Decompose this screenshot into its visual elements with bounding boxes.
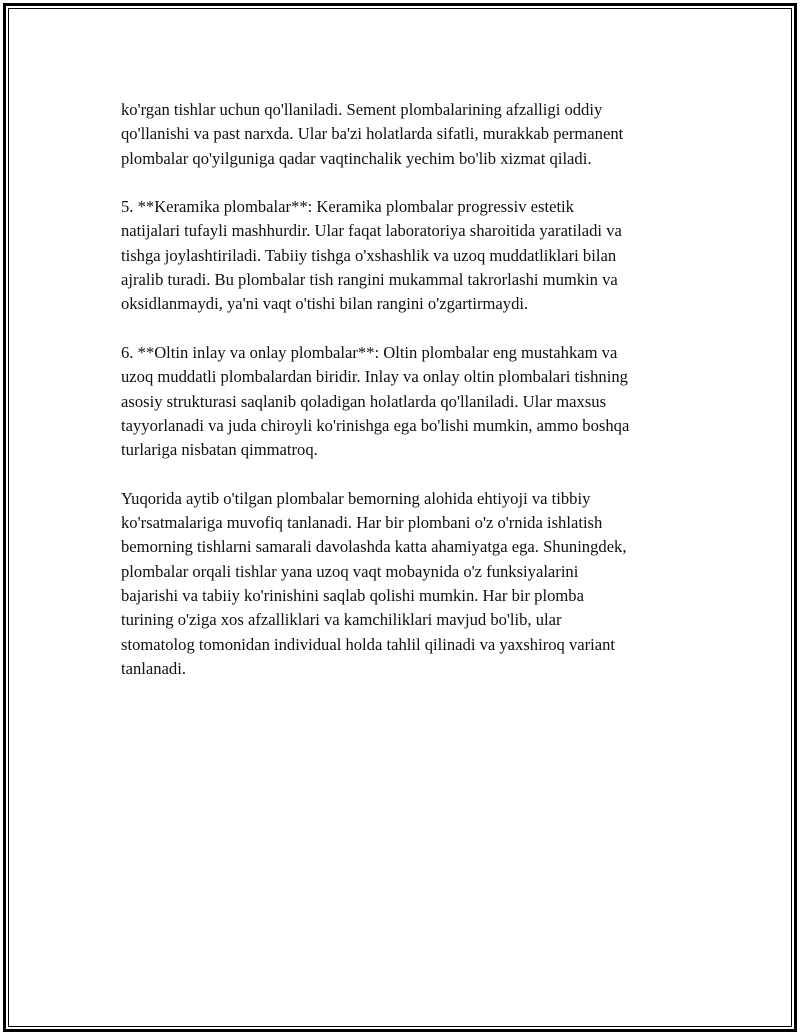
text-line: ajralib turadi. Bu plombalar tish rangini mukammal takrorlashi mumkin va bbox=[121, 270, 618, 290]
paragraph-gold-inlay-onlay bbox=[121, 341, 696, 462]
text-line: plombalar orqali tishlar yana uzoq vaqt mobaynida o'z funksiyalarini bbox=[121, 561, 579, 581]
text-line: 5. **Keramika plombalar**: Keramika plombalar progressiv estetik bbox=[121, 197, 574, 217]
text-line: natijalari tufayli mashhurdir. Ular faqat laboratoriya sharoitida yaratiladi va bbox=[121, 221, 622, 241]
text-line: tanlanadi. bbox=[121, 658, 186, 678]
text-line: 6. **Oltin inlay va onlay plombalar**: Oltin plombalar eng mustahkam va bbox=[121, 342, 618, 362]
text-line: tayyorlanadi va juda chiroyli ko'rinishga ega bo'lishi mumkin, ammo boshqa bbox=[121, 415, 630, 435]
paragraph-cement-continuation bbox=[121, 98, 696, 171]
text-line: uzoq muddatli plombalardan biridir. Inlay va onlay oltin plombalari tishning bbox=[121, 367, 628, 387]
text-line: bajarishi va tabiiy ko'rinishini saqlab qolishi mumkin. Har bir plomba bbox=[121, 585, 584, 605]
text-line: oksidlanmaydi, ya'ni vaqt o'tishi bilan rangini o'zgartirmaydi. bbox=[121, 294, 529, 314]
text-line: Yuqorida aytib o'tilgan plombalar bemorning alohida ehtiyoji va tibbiy bbox=[121, 488, 591, 508]
text-line: stomatolog tomonidan individual holda tahlil qilinadi va yaxshiroq variant bbox=[121, 634, 616, 654]
text-line: bemorning tishlarni samarali davolashda katta ahamiyatga ega. Shuningdek, bbox=[121, 537, 627, 557]
page-frame bbox=[3, 3, 797, 1032]
text-line: tishga joylashtiriladi. Tabiiy tishga o'xshashlik va uzoq muddatliklari bilan bbox=[121, 245, 617, 265]
text-line: ko'rsatmalariga muvofiq tanlanadi. Har bir plombani o'z o'rnida ishlatish bbox=[121, 513, 603, 533]
paragraph-conclusion bbox=[121, 487, 696, 681]
text-line: qo'llanishi va past narxda. Ular ba'zi holatlarda sifatli, murakkab permanent bbox=[121, 124, 624, 144]
paragraph-ceramic-fillings bbox=[121, 195, 696, 316]
text-line: ko'rgan tishlar uchun qo'llaniladi. Sement plombalarining afzalligi oddiy bbox=[121, 100, 603, 119]
text-line: plombalar qo'yilguniga qadar vaqtinchalik yechim bo'lib xizmat qiladi. bbox=[121, 148, 592, 168]
text-line: turlariga nisbatan qimmatroq. bbox=[121, 440, 318, 460]
text-line: asosiy strukturasi saqlanib qoladigan holatlarda qo'llaniladi. Ular maxsus bbox=[121, 391, 607, 411]
text-line: turining o'ziga xos afzalliklari va kamchiliklari mavjud bo'lib, ular bbox=[121, 610, 562, 630]
document-body bbox=[121, 98, 696, 705]
